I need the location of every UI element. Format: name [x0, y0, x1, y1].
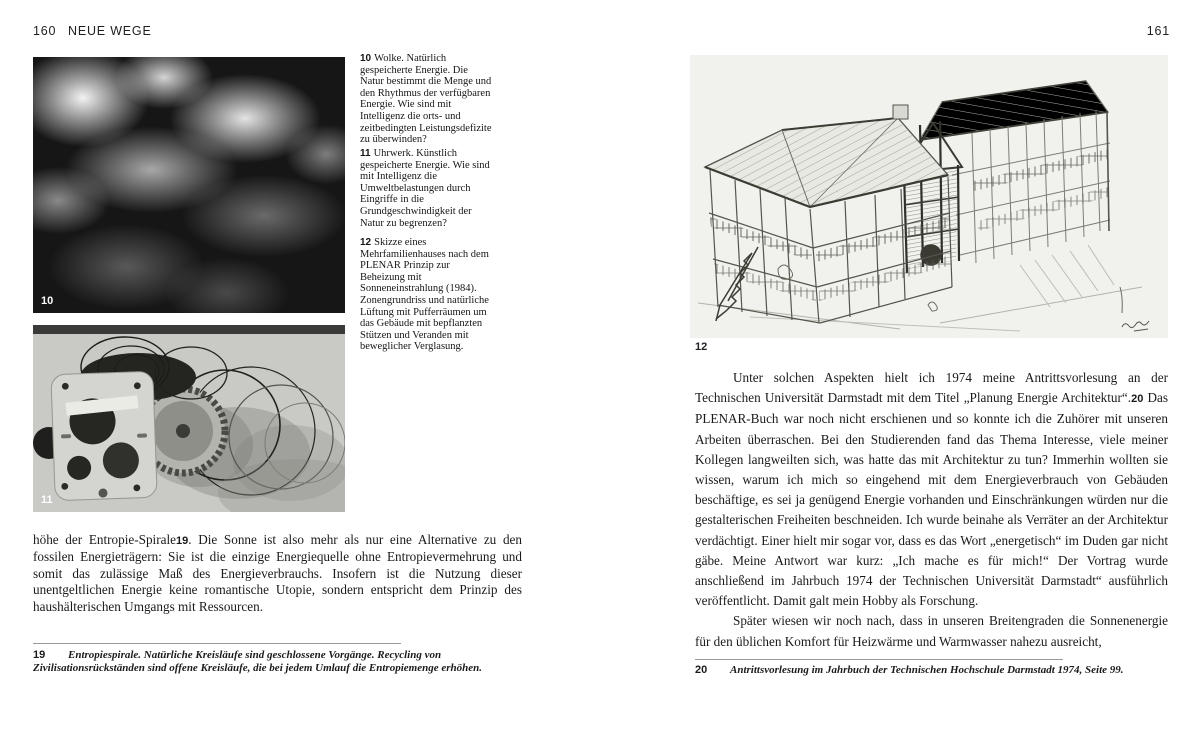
figure-clockwork-photo	[33, 325, 345, 512]
caption-10-number: 10	[360, 53, 372, 64]
figure-cloud-photo	[33, 57, 345, 313]
footnote-ref-20: 20	[1131, 393, 1144, 406]
caption-11	[360, 148, 492, 229]
running-head-title: NEUE WEGE	[68, 24, 152, 38]
left-footnote-text: Entropiespirale. Natürliche Kreisläufe sind geschlossene Vorgänge. Recycling von Zivilisationsrückständen sind offene Kreisläufe, die bei jedem Umlauf die Entropiemenge erhöhen.	[33, 649, 482, 674]
caption-11-text: Uhrwerk. Künstlich gespeicherte Energie. Wie sind mit Intelligenz die Umweltbelastungen durch Eingriffe in die Grundgeschwindigkeit der Natur zu begrenzen?	[360, 148, 490, 229]
caption-12-text: Skizze eines Mehrfamilienhauses nach dem PLENAR Prinzip zur Beheizung mit Sonneneinstrahlung (1984). Zonengrundriss und natürliche Lüftung mit Pufferräumen um das Gebäude mit bepflanzten Stützen und Veranden mit beweglicher Verglasung.	[360, 237, 489, 353]
right-body-paragraph-2: Später wiesen wir noch nach, dass in unseren Breitengraden die Sonnenenergie für den üblichen Komfort für Heizwärme und Warmwasser nahezu ausreicht,	[695, 613, 1168, 649]
right-page-number: 161	[1146, 24, 1170, 38]
caption-12-number: 12	[360, 237, 372, 248]
building-sketch-illustration	[690, 55, 1168, 338]
right-footnote-text: Antrittsvorlesung im Jahrbuch der Technischen Hochschule Darmstadt 1974, Seite 99.	[730, 664, 1124, 676]
left-footnote	[33, 649, 522, 675]
figure-10-label: 10	[41, 295, 54, 307]
right-footnote	[695, 664, 1168, 677]
caption-12	[360, 237, 492, 353]
figure-building-sketch	[690, 55, 1168, 338]
left-body-text-1: höhe der Entropie-Spirale	[33, 532, 176, 547]
caption-10-text: Wolke. Natürlich gespeicherte Energie. Die Natur bestimmt die Menge und den Rhythmus der verfügbaren Energie. Wie sind mit Intelligenz die orts- und zeitbedingten Leistungsdefizite zu überwinden?	[360, 53, 492, 146]
right-footnote-rule	[695, 659, 1063, 660]
caption-11-number: 11	[360, 148, 371, 159]
left-body-paragraph	[33, 532, 522, 615]
figure-11-label: 11	[41, 494, 53, 506]
left-body-text-2: . Die Sonne ist also mehr als nur eine Alternative zu den fossilen Energieträgern: Sie ist die einzige Energiequelle ohne Entropievermehrung und somit das zulässige Maß des Energieverbrauchs. Insofern ist die Nutzung dieser unentgeltlichen Energie keine romantische Utopie, sondern entspricht dem Prinzip des haushälterischen Umgangs mit Ressourcen.	[33, 532, 522, 614]
left-footnote-number: 19	[33, 649, 46, 661]
right-body-text-1: Unter solchen Aspekten hielt ich 1974 meine Antrittsvorlesung an der Technischen Universität Darmstadt mit dem Titel „Planung Energie Architektur“.	[695, 370, 1168, 406]
right-body-text-2: Das PLENAR-Buch war noch nicht erschienen und so konnte ich die Zuhörer mit unseren Arbeiten überraschen. Bei den Studierenden fand das Thema Interesse, viele meiner Kollegen langweilten sich, was hatte das mit Architektur zu tun? Immerhin wollten sie wissen, warum ich mich so eingehend mit dem Energieverbrauch von Gebäuden beschäftige, es sei ja genügend Energie vorhanden und Einschränkungen würden nur die gestalterischen Freiheiten beschneiden. Ich wurde beinahe als Verräter an der Architektur verdächtigt. Einer hielt mir sogar vor, dass es das Wort „energetisch“ im Duden gar nicht gäbe. Meine Antwort war kurz: „Ich mache es für mich!“ Der Vortrag wurde anschließend im Jahrbuch 1974 der Technischen Universität Darmstadt“ ausführlich veröffentlicht. Damit galt mein Hobby als Forschung.	[695, 390, 1168, 609]
right-body	[695, 368, 1168, 652]
caption-10	[360, 53, 492, 146]
right-body-paragraph-1	[695, 368, 1168, 611]
clockwork-illustration	[33, 325, 345, 512]
footnote-ref-19: 19	[175, 535, 189, 547]
left-footnote-rule	[33, 643, 401, 644]
figure-12-label: 12	[695, 341, 708, 353]
left-page-number: 160	[33, 24, 57, 38]
right-footnote-number: 20	[695, 664, 708, 676]
